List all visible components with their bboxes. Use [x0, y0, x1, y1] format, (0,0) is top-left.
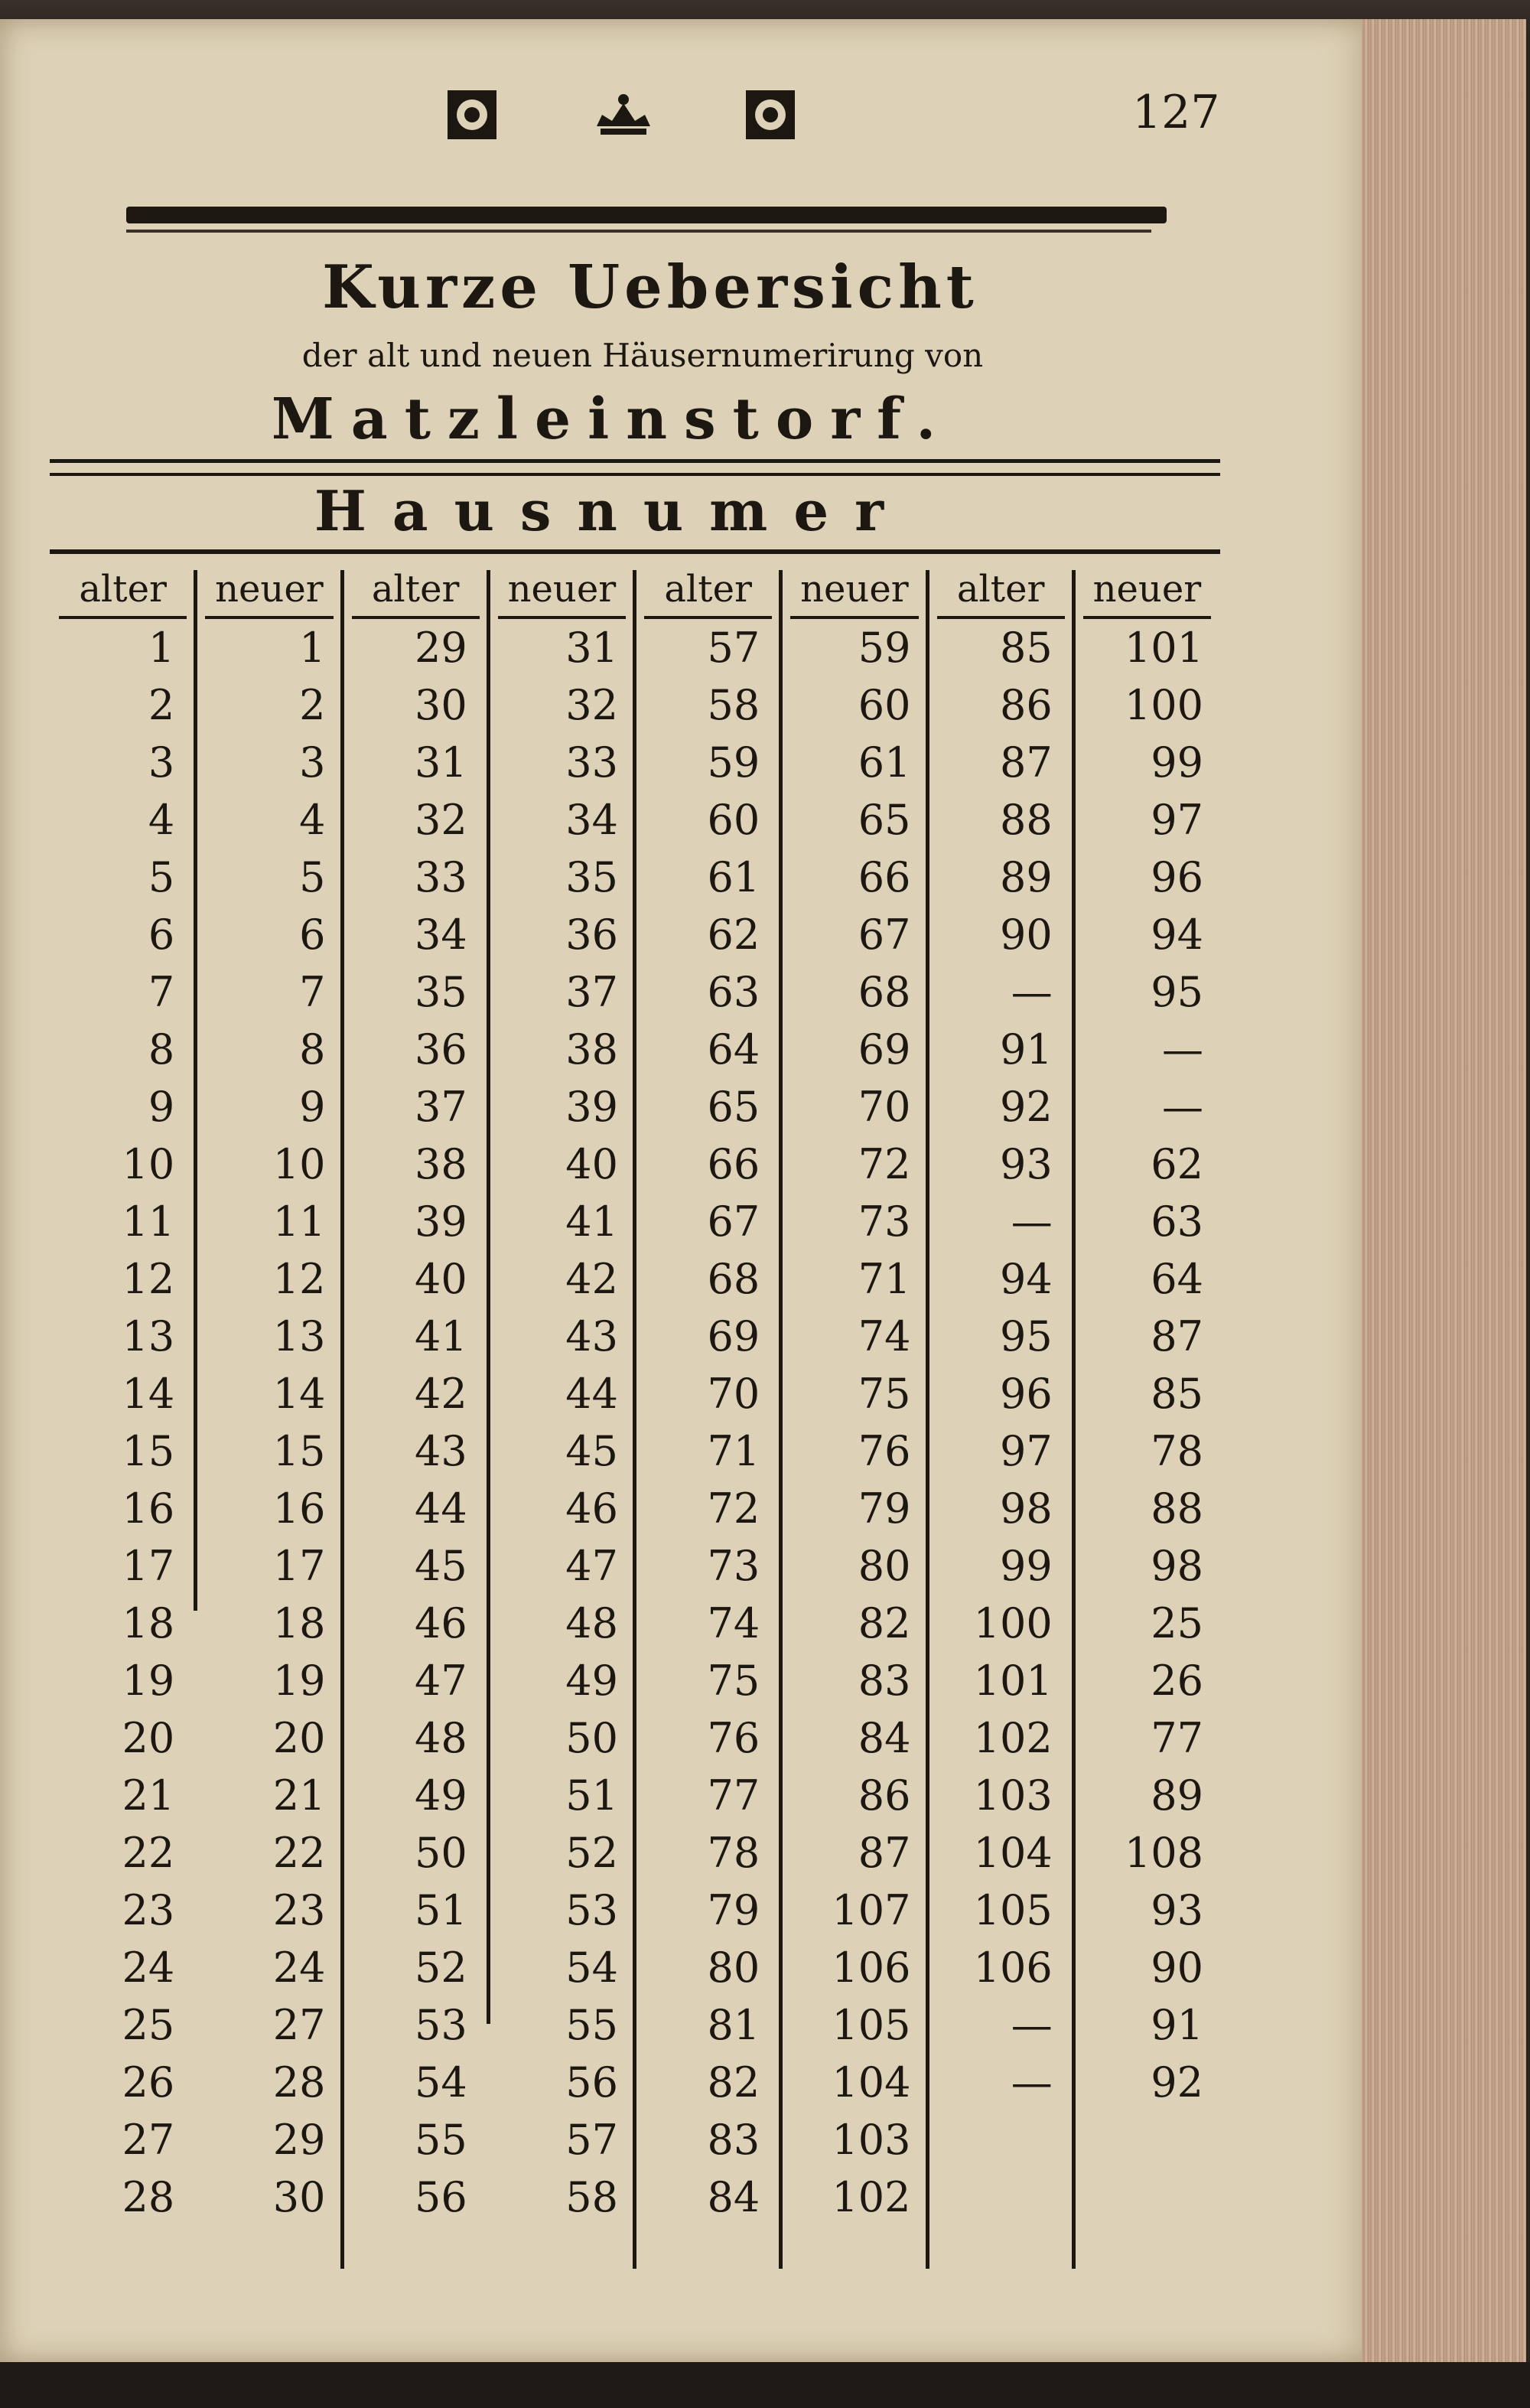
table-cell: 87 [1151, 1312, 1203, 1360]
column-header: alter [59, 562, 187, 619]
table-cell: 34 [415, 911, 467, 959]
table-cell: 31 [415, 738, 467, 787]
table-cell: 105 [973, 1886, 1053, 1934]
top-heavy-rule [126, 207, 1167, 223]
table-cell: 48 [415, 1714, 467, 1762]
table-cell: — [1011, 1197, 1053, 1246]
table-cell: 41 [415, 1312, 467, 1360]
table-cell: — [1162, 1083, 1203, 1131]
table-cell: 49 [565, 1657, 618, 1705]
table-cell: 85 [1151, 1370, 1203, 1418]
table-cell: 37 [565, 968, 618, 1016]
table-cell [928, 2169, 1074, 2226]
column-header: alter [644, 562, 772, 619]
table-cell: 84 [858, 1714, 911, 1762]
table-cell: 88 [1000, 796, 1053, 844]
table-cell: 30 [415, 681, 467, 729]
table-cell: 73 [858, 1197, 911, 1246]
table-heading: Hausnumer [314, 478, 910, 543]
table-cell: — [1162, 1025, 1203, 1074]
table-cell: 36 [565, 911, 618, 959]
table-cell: 67 [707, 1197, 760, 1246]
table-cell: 16 [122, 1484, 175, 1533]
table-cell: 86 [858, 1771, 911, 1820]
table-column-8 [1074, 562, 1220, 2276]
table-cell: 95 [1151, 968, 1203, 1016]
table-cell: 96 [1151, 853, 1203, 901]
table-cell: 29 [272, 2116, 326, 2164]
table-cell: 41 [565, 1197, 618, 1246]
table-cell: 103 [973, 1771, 1053, 1820]
table-cell: 52 [565, 1829, 618, 1877]
table-cell: 100 [973, 1599, 1053, 1647]
table-cell: 88 [1151, 1484, 1203, 1533]
table-column-7 [928, 562, 1074, 2276]
table-cell: — [1011, 2058, 1053, 2107]
table-cell: 91 [1000, 1025, 1053, 1074]
table-cell: 105 [832, 2001, 911, 2049]
column-header: neuer [790, 562, 918, 619]
table-cell: 58 [565, 2173, 618, 2221]
table-cell: 7 [299, 968, 326, 1016]
page-edges [1362, 19, 1526, 2362]
table-cell: 12 [272, 1255, 326, 1303]
table-cell: 73 [707, 1542, 760, 1590]
table-cell: 1 [299, 624, 326, 672]
table-cell: 90 [1000, 911, 1053, 959]
column-divider [1072, 570, 1076, 2269]
table-cell: 66 [707, 1140, 760, 1188]
table-cell: 104 [832, 2058, 911, 2107]
table-cell: 4 [299, 796, 326, 844]
table-cell: 18 [272, 1599, 326, 1647]
table-cell: 10 [122, 1140, 175, 1188]
table-cell: 25 [1151, 1599, 1203, 1647]
page-subtitle: der alt und neuen Häusernumerirung von [301, 337, 984, 374]
table-cell: 26 [122, 2058, 175, 2107]
table-cell: 77 [1151, 1714, 1203, 1762]
table-cell: 4 [148, 796, 175, 844]
table-cell: 72 [858, 1140, 911, 1188]
table-cell: 82 [858, 1599, 911, 1647]
table-cell: 22 [122, 1829, 175, 1877]
table-cell: 71 [858, 1255, 911, 1303]
table-cell: 5 [299, 853, 326, 901]
table-cell: 53 [565, 1886, 618, 1934]
table-cell: 30 [272, 2173, 326, 2221]
table-cell: 34 [565, 796, 618, 844]
table-cell: 15 [122, 1427, 175, 1475]
table-cell: 8 [299, 1025, 326, 1074]
table-cell: 29 [415, 624, 467, 672]
table-cell: 93 [1151, 1886, 1203, 1934]
table-cell: 24 [122, 1944, 175, 1992]
table-cell: 35 [415, 968, 467, 1016]
table-cell: 62 [707, 911, 760, 959]
house-number-table [50, 562, 1220, 2276]
column-divider [779, 570, 783, 2269]
table-cell: 49 [415, 1771, 467, 1820]
table-cell: 90 [1151, 1944, 1203, 1992]
table-cell: 14 [122, 1370, 175, 1418]
table-cell: 60 [858, 681, 911, 729]
table-cell: 50 [565, 1714, 618, 1762]
table-cell: 45 [415, 1542, 467, 1590]
table-cell: 1 [148, 624, 175, 672]
table-cell: 27 [272, 2001, 326, 2049]
table-cell: 57 [707, 624, 760, 672]
table-cell: 35 [565, 853, 618, 901]
table-cell: 33 [565, 738, 618, 787]
column-header: neuer [1083, 562, 1211, 619]
table-cell [1074, 2111, 1220, 2169]
table-column-1 [50, 562, 196, 2276]
table-cell: 104 [973, 1829, 1053, 1877]
table-cell: 31 [565, 624, 618, 672]
table-cell: 92 [1000, 1083, 1053, 1131]
table-cell: 85 [1000, 624, 1053, 672]
table-cell: 55 [415, 2116, 467, 2164]
table-cell: 53 [415, 2001, 467, 2049]
table-cell: 46 [415, 1599, 467, 1647]
table-cell: 23 [122, 1886, 175, 1934]
column-divider [633, 570, 636, 2269]
table-cell: 3 [148, 738, 175, 787]
table-cell: 69 [858, 1025, 911, 1074]
table-cell: 51 [565, 1771, 618, 1820]
table-cell: 81 [707, 2001, 760, 2049]
table-cell: 19 [272, 1657, 326, 1705]
table-cell: 52 [415, 1944, 467, 1992]
table-cell: 89 [1000, 853, 1053, 901]
table-cell: 47 [415, 1657, 467, 1705]
table-cell: 99 [1151, 738, 1203, 787]
table-cell: 14 [272, 1370, 326, 1418]
table-cell: 59 [858, 624, 911, 672]
table-column-3 [343, 562, 489, 2276]
table-cell: 58 [707, 681, 760, 729]
table-cell: 39 [415, 1197, 467, 1246]
table-cell: 63 [1151, 1197, 1203, 1246]
table-cell: 75 [858, 1370, 911, 1418]
table-cell: 87 [1000, 738, 1053, 787]
table-cell: 16 [272, 1484, 326, 1533]
table-cell: 54 [415, 2058, 467, 2107]
table-cell: 106 [832, 1944, 911, 1992]
table-cell: 45 [565, 1427, 618, 1475]
table-cell: 92 [1151, 2058, 1203, 2107]
table-cell: 84 [707, 2173, 760, 2221]
ornament-row [440, 84, 807, 145]
table-cell: 99 [1000, 1542, 1053, 1590]
table-cell: 94 [1000, 1255, 1053, 1303]
flower-ornament-right-icon [746, 90, 795, 139]
table-cell: 74 [858, 1312, 911, 1360]
table-cell: 87 [858, 1829, 911, 1877]
table-cell: 69 [707, 1312, 760, 1360]
table-cell: 20 [122, 1714, 175, 1762]
table-cell: 43 [565, 1312, 618, 1360]
table-cell: 23 [272, 1886, 326, 1934]
table-cell: 66 [858, 853, 911, 901]
table-cell: 21 [272, 1771, 326, 1820]
table-cell: 61 [858, 738, 911, 787]
table-cell: 59 [707, 738, 760, 787]
table-cell: 24 [272, 1944, 326, 1992]
table-cell: 9 [148, 1083, 175, 1131]
table-cell: 51 [415, 1886, 467, 1934]
table-cell: 71 [707, 1427, 760, 1475]
table-cell: 76 [707, 1714, 760, 1762]
table-cell: 15 [272, 1427, 326, 1475]
table-cell: 47 [565, 1542, 618, 1590]
place-name: Matzleinstorf. [271, 386, 953, 452]
table-cell: 57 [565, 2116, 618, 2164]
table-cell: 62 [1151, 1140, 1203, 1188]
table-cell: 28 [122, 2173, 175, 2221]
column-header: alter [937, 562, 1065, 619]
table-cell: 64 [1151, 1255, 1203, 1303]
table-cell: 36 [415, 1025, 467, 1074]
table-cell: 98 [1151, 1542, 1203, 1590]
table-cell: 26 [1151, 1657, 1203, 1705]
table-cell: 11 [122, 1197, 175, 1246]
table-cell: 44 [565, 1370, 618, 1418]
top-thin-rule [126, 230, 1151, 233]
table-cell: 18 [122, 1599, 175, 1647]
table-cell: 68 [858, 968, 911, 1016]
heading-rule [50, 549, 1220, 554]
column-header: alter [352, 562, 480, 619]
table-cell: 95 [1000, 1312, 1053, 1360]
table-cell: 48 [565, 1599, 618, 1647]
column-divider [340, 570, 344, 2269]
table-cell: 46 [565, 1484, 618, 1533]
table-cell: 42 [565, 1255, 618, 1303]
table-cell: 106 [973, 1944, 1053, 1992]
table-cell: 98 [1000, 1484, 1053, 1533]
table-cell: 75 [707, 1657, 760, 1705]
table-cell: 101 [973, 1657, 1053, 1705]
book-bottom-edge [0, 2362, 1530, 2408]
page-title: Kurze Uebersicht [322, 253, 978, 322]
table-cell: 77 [707, 1771, 760, 1820]
double-rule [50, 459, 1220, 476]
table-cell: 86 [1000, 681, 1053, 729]
table-cell: 5 [148, 853, 175, 901]
crown-ornament-icon [597, 94, 650, 135]
table-cell: 80 [707, 1944, 760, 1992]
table-cell: 17 [272, 1542, 326, 1590]
table-cell: 74 [707, 1599, 760, 1647]
table-cell: — [1011, 2001, 1053, 2049]
table-cell: 108 [1124, 1829, 1203, 1877]
table-cell: 70 [858, 1083, 911, 1131]
table-column-2 [196, 562, 342, 2276]
table-cell: 83 [858, 1657, 911, 1705]
table-cell: 13 [122, 1312, 175, 1360]
table-cell: 8 [148, 1025, 175, 1074]
table-cell: 2 [299, 681, 326, 729]
table-column-4 [489, 562, 635, 2276]
table-cell: 32 [415, 796, 467, 844]
table-cell: 68 [707, 1255, 760, 1303]
table-cell: 80 [858, 1542, 911, 1590]
table-cell: 76 [858, 1427, 911, 1475]
table-cell: 13 [272, 1312, 326, 1360]
table-cell: 32 [565, 681, 618, 729]
table-cell: 9 [299, 1083, 326, 1131]
table-cell: 20 [272, 1714, 326, 1762]
table-column-6 [781, 562, 927, 2276]
table-cell: 10 [272, 1140, 326, 1188]
table-cell: 33 [415, 853, 467, 901]
table-cell: 44 [415, 1484, 467, 1533]
table-cell: 2 [148, 681, 175, 729]
table-cell: 107 [832, 1886, 911, 1934]
table-cell: 82 [707, 2058, 760, 2107]
table-cell: 67 [858, 911, 911, 959]
table-cell: 79 [707, 1886, 760, 1934]
table-cell: 25 [122, 2001, 175, 2049]
table-cell: 61 [707, 853, 760, 901]
table-cell: 50 [415, 1829, 467, 1877]
table-cell: 65 [707, 1083, 760, 1131]
table-cell: 17 [122, 1542, 175, 1590]
table-cell: 40 [565, 1140, 618, 1188]
table-cell [1074, 2169, 1220, 2226]
table-cell: 78 [1151, 1427, 1203, 1475]
table-cell: 12 [122, 1255, 175, 1303]
table-cell: 27 [122, 2116, 175, 2164]
table-cell: 22 [272, 1829, 326, 1877]
column-header: neuer [205, 562, 333, 619]
table-cell: 78 [707, 1829, 760, 1877]
table-cell: 63 [707, 968, 760, 1016]
table-cell: 37 [415, 1083, 467, 1131]
table-column-5 [635, 562, 781, 2276]
table-cell: 3 [299, 738, 326, 787]
table-cell [928, 2111, 1074, 2169]
table-cell: 55 [565, 2001, 618, 2049]
table-cell: 56 [565, 2058, 618, 2107]
table-cell: 96 [1000, 1370, 1053, 1418]
table-cell: — [1011, 968, 1053, 1016]
flower-ornament-left-icon [448, 90, 496, 139]
table-cell: 28 [272, 2058, 326, 2107]
column-header: neuer [498, 562, 626, 619]
table-cell: 56 [415, 2173, 467, 2221]
table-cell: 40 [415, 1255, 467, 1303]
table-cell: 38 [565, 1025, 618, 1074]
table-cell: 19 [122, 1657, 175, 1705]
table-cell: 70 [707, 1370, 760, 1418]
table-cell: 94 [1151, 911, 1203, 959]
page-number: 127 [1132, 86, 1220, 139]
table-cell: 93 [1000, 1140, 1053, 1188]
table-cell: 79 [858, 1484, 911, 1533]
table-cell: 101 [1124, 624, 1203, 672]
table-cell: 11 [272, 1197, 326, 1246]
table-cell: 60 [707, 796, 760, 844]
table-cell: 65 [858, 796, 911, 844]
table-cell: 102 [973, 1714, 1053, 1762]
column-divider [926, 570, 929, 2269]
table-cell: 100 [1124, 681, 1203, 729]
table-cell: 42 [415, 1370, 467, 1418]
table-cell: 102 [832, 2173, 911, 2221]
table-cell: 54 [565, 1944, 618, 1992]
table-cell: 97 [1000, 1427, 1053, 1475]
table-cell: 6 [299, 911, 326, 959]
table-cell: 6 [148, 911, 175, 959]
table-cell: 7 [148, 968, 175, 1016]
table-cell: 97 [1151, 796, 1203, 844]
column-divider [487, 570, 490, 2024]
table-cell: 89 [1151, 1771, 1203, 1820]
table-cell: 38 [415, 1140, 467, 1188]
table-cell: 64 [707, 1025, 760, 1074]
table-cell: 21 [122, 1771, 175, 1820]
table-cell: 72 [707, 1484, 760, 1533]
table-cell: 103 [832, 2116, 911, 2164]
table-cell: 83 [707, 2116, 760, 2164]
table-cell: 91 [1151, 2001, 1203, 2049]
column-divider [194, 570, 197, 1611]
table-cell: 43 [415, 1427, 467, 1475]
table-cell: 39 [565, 1083, 618, 1131]
